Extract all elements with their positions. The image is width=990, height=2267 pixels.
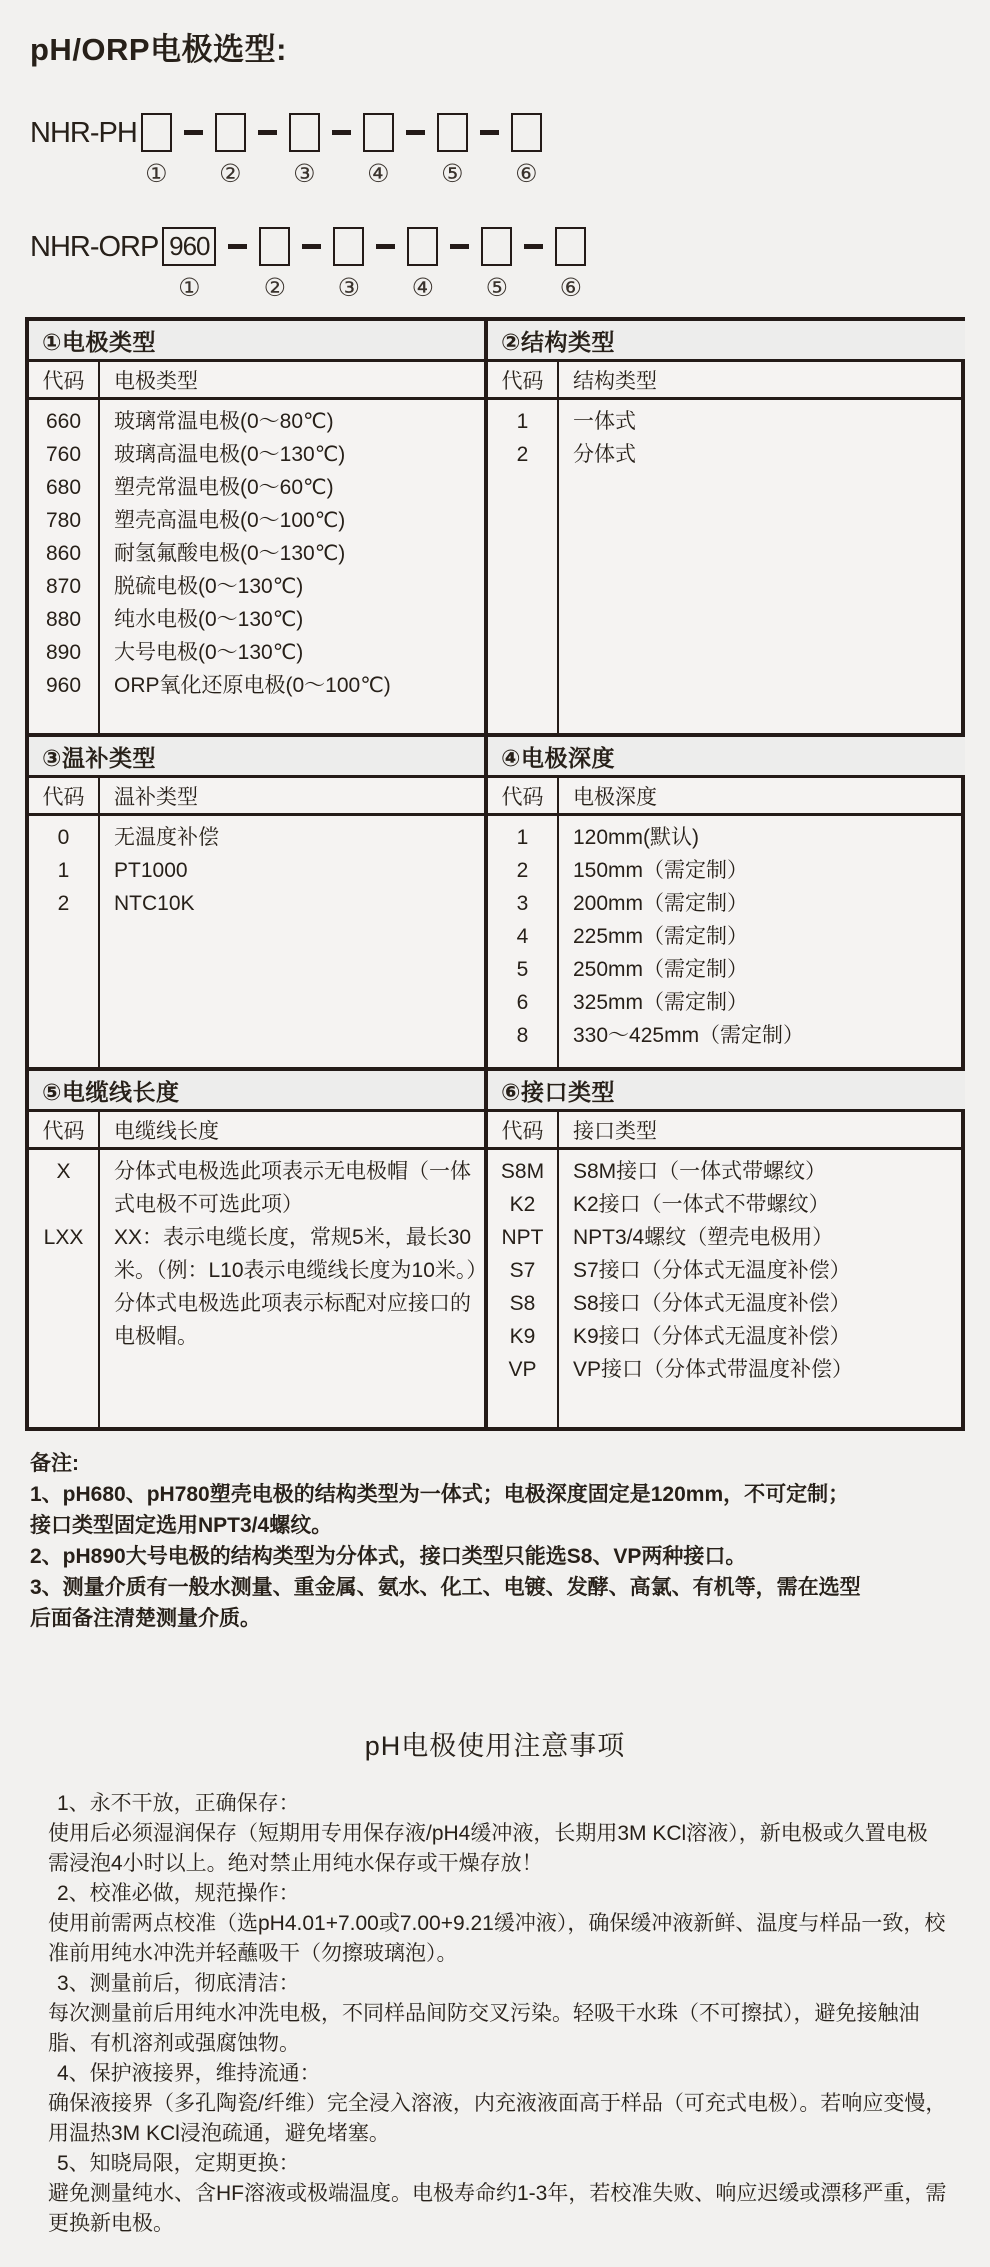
desc-cell: 脱硫电极(0～130℃) — [114, 575, 304, 598]
dash-separator — [184, 113, 203, 152]
code-position-3 — [289, 113, 320, 187]
desc-cell: 玻璃常温电极(0～80℃) — [114, 410, 334, 433]
desc-cell: 纯水电极(0～130℃) — [114, 608, 304, 631]
position-number: ⑤ — [485, 274, 509, 302]
section-title: ⑤电缆线长度 — [29, 1071, 484, 1112]
dash-separator — [480, 113, 499, 152]
code-box — [289, 113, 320, 152]
tip-body: 每次测量前后用纯水冲洗电极，不同样品间防交叉污染。轻吸干水珠（不可擦拭），避免接触油脂、有机溶剂或强腐蚀物。 — [48, 2002, 920, 2055]
code-position-2 — [259, 227, 290, 301]
desc-cell: 一体式 — [573, 410, 636, 433]
dash-separator — [450, 227, 469, 266]
desc-cell: NPT3/4螺纹（塑壳电极用） — [573, 1226, 834, 1249]
code-position-4 — [407, 227, 438, 301]
section-electrode-depth — [488, 733, 965, 1067]
desc-column-header: 接口类型 — [573, 1119, 657, 1143]
position-number: ④ — [367, 160, 390, 188]
desc-cell: 200mm（需定制） — [573, 892, 749, 915]
desc-cell: S8M接口（一体式带螺纹） — [573, 1160, 827, 1183]
position-number: ④ — [411, 274, 435, 302]
desc-cell: 大号电极(0～130℃) — [114, 641, 304, 664]
desc-cell: PT1000 — [114, 859, 188, 882]
desc-column-header: 电极深度 — [573, 785, 657, 809]
desc-cell: 分体式电极选此项表示无电极帽（一体式电极不可选此项） — [114, 1160, 471, 1216]
position-number: ③ — [337, 274, 361, 302]
code-position-6 — [511, 113, 542, 187]
desc-cell: 无温度补偿 — [114, 826, 219, 849]
section-cable-length — [29, 1067, 488, 1427]
code-box — [141, 113, 172, 152]
section-title: ④电极深度 — [488, 737, 965, 778]
remarks-block — [30, 1448, 960, 1634]
section-electrode-type — [29, 321, 488, 733]
code-box — [511, 113, 542, 152]
code-box-960: 960 — [162, 227, 216, 266]
code-position-4 — [363, 113, 394, 187]
desc-cell: S8接口（分体式无温度补偿） — [573, 1292, 851, 1315]
tip-heading: 3、测量前后，彻底清洁： — [57, 1972, 300, 1995]
remark-line: 1、pH680、pH780塑壳电极的结构类型为一体式；电极深度固定是120mm，不可定制； — [30, 1483, 850, 1506]
code-cell: 960 — [45, 674, 82, 697]
dash-separator — [524, 227, 543, 266]
code-cell: 880 — [45, 608, 82, 631]
code-box — [481, 227, 512, 266]
section-temp-compensation — [29, 733, 488, 1067]
desc-column-header: 电极类型 — [114, 369, 198, 393]
tip-heading: 5、知晓局限，定期更换： — [57, 2152, 300, 2175]
model-code-row-orp — [30, 227, 990, 301]
code-cell: K9 — [509, 1325, 536, 1348]
position-number: ① — [145, 160, 168, 188]
desc-cell: 塑壳高温电极(0～100℃) — [114, 509, 346, 532]
code-box — [215, 113, 246, 152]
desc-cell: 150mm（需定制） — [573, 859, 749, 882]
code-column-header: 代码 — [29, 362, 100, 397]
desc-column-header: 温补类型 — [114, 785, 198, 809]
code-cell: NPT — [501, 1226, 544, 1249]
code-cell: 1 — [516, 410, 529, 433]
desc-cell: S7接口（分体式无温度补偿） — [573, 1259, 851, 1282]
code-cell: K2 — [509, 1193, 536, 1216]
code-cell: S8M — [500, 1160, 545, 1183]
code-column-header: 代码 — [488, 778, 559, 813]
tip-heading: 4、保护液接界，维持流通： — [57, 2062, 321, 2085]
code-cell: 6 — [516, 991, 529, 1014]
desc-cell: NTC10K — [114, 892, 195, 915]
desc-cell: 330～425mm（需定制） — [573, 1024, 805, 1047]
model-label-ph: NHR-PH — [30, 116, 137, 149]
code-cell: 0 — [57, 826, 70, 849]
desc-cell: 塑壳常温电极(0～60℃) — [114, 476, 334, 499]
section-title: ②结构类型 — [488, 321, 965, 362]
section-structure-type — [488, 321, 965, 733]
code-position-1 — [141, 113, 172, 187]
code-cell: 8 — [516, 1024, 529, 1047]
position-number: ⑥ — [515, 160, 538, 188]
code-box — [555, 227, 586, 266]
position-number: ① — [178, 274, 201, 302]
code-cell: 2 — [57, 892, 70, 915]
section-title: ③温补类型 — [29, 737, 484, 778]
code-cell: 2 — [516, 859, 529, 882]
code-position-6 — [555, 227, 586, 301]
code-cell: 760 — [45, 443, 82, 466]
page-title: pH/ORP电极选型: — [30, 32, 287, 67]
tip-heading: 1、永不干放，正确保存： — [57, 1792, 300, 1815]
code-position-5 — [437, 113, 468, 187]
section-interface-type — [488, 1067, 965, 1427]
remark-line: 接口类型固定选用NPT3/4螺纹。 — [30, 1514, 333, 1537]
code-position-2 — [215, 113, 246, 187]
desc-cell: XX：表示电缆长度，常规5米，最长30米。（例：L10表示电缆线长度为10米。）分体式电极选此项表示标配对应接口的电极帽。 — [114, 1226, 477, 1348]
section-title: ⑥接口类型 — [488, 1071, 965, 1112]
tip-body: 使用后必须湿润保存（短期用专用保存液/pH4缓冲液，长期用3M KCl溶液），新电极或久置电极需浸泡4小时以上。绝对禁止用纯水保存或干燥存放！ — [48, 1822, 928, 1875]
code-column-header: 代码 — [488, 362, 559, 397]
position-number: ② — [219, 160, 242, 188]
code-cell: 1 — [516, 826, 529, 849]
code-cell: 890 — [45, 641, 82, 664]
tips-list — [48, 1789, 948, 2239]
desc-cell: K2接口（一体式不带螺纹） — [573, 1193, 830, 1216]
tip-body: 确保液接界（多孔陶瓷/纤维）完全浸入溶液，内充液液面高于样品（可充式电极）。若响应变慢，用温热3M KCl浸泡疏通，避免堵塞。 — [48, 2092, 947, 2145]
desc-cell: 120mm(默认) — [573, 826, 700, 849]
code-cell: 660 — [45, 410, 82, 433]
code-cell: LXX — [43, 1226, 84, 1249]
code-cell: 3 — [516, 892, 529, 915]
position-number: ⑥ — [559, 274, 583, 302]
code-box — [259, 227, 290, 266]
code-cell: 860 — [45, 542, 82, 565]
code-position-5 — [481, 227, 512, 301]
dash-separator — [332, 113, 351, 152]
model-label-orp: NHR-ORP — [30, 230, 159, 263]
code-cell: 4 — [516, 925, 529, 948]
position-number: ③ — [293, 160, 316, 188]
desc-cell: 225mm（需定制） — [573, 925, 749, 948]
tip-heading: 2、校准必做，规范操作： — [57, 1882, 300, 1905]
desc-cell: 325mm（需定制） — [573, 991, 749, 1014]
code-cell: 5 — [516, 958, 529, 981]
tip-body: 避免测量纯水、含HF溶液或极端温度。电极寿命约1-3年，若校准失败、响应迟缓或漂移严重，需更换新电极。 — [48, 2182, 947, 2235]
position-number: ② — [263, 274, 287, 302]
desc-cell: ORP氧化还原电极(0～100℃) — [114, 674, 391, 697]
model-code-row-ph — [30, 113, 990, 187]
desc-cell: K9接口（分体式无温度补偿） — [573, 1325, 851, 1348]
desc-column-header: 结构类型 — [573, 369, 657, 393]
desc-cell: 耐氢氟酸电极(0～130℃) — [114, 542, 346, 565]
dash-separator — [228, 227, 247, 266]
desc-cell: 250mm（需定制） — [573, 958, 749, 981]
tip-body: 使用前需两点校准（选pH4.01+7.00或7.00+9.21缓冲液），确保缓冲液新鲜、温度与样品一致，校准前用纯水冲洗并轻蘸吸干（勿擦玻璃泡）。 — [48, 1912, 946, 1965]
code-cell: 1 — [57, 859, 70, 882]
remark-line: 后面备注清楚测量介质。 — [30, 1607, 261, 1630]
desc-column-header: 电缆线长度 — [114, 1119, 219, 1143]
code-cell: X — [56, 1160, 71, 1183]
code-box — [407, 227, 438, 266]
code-cell: 680 — [45, 476, 82, 499]
code-cell: S7 — [509, 1259, 536, 1282]
remarks-title: 备注: — [30, 1452, 79, 1475]
code-cell: 780 — [45, 509, 82, 532]
dash-separator — [258, 113, 277, 152]
dash-separator — [302, 227, 321, 266]
code-box — [333, 227, 364, 266]
desc-cell: 玻璃高温电极(0～130℃) — [114, 443, 346, 466]
tips-title: pH电极使用注意事项 — [364, 1731, 626, 1761]
selection-table — [25, 317, 965, 1431]
section-title: ①电极类型 — [29, 321, 484, 362]
code-position-3 — [333, 227, 364, 301]
dash-separator — [406, 113, 425, 152]
code-cell: S8 — [509, 1292, 536, 1315]
remark-line: 3、测量介质有一般水测量、重金属、氨水、化工、电镀、发酵、高氯、有机等，需在选型 — [30, 1576, 861, 1599]
code-cell: VP — [508, 1358, 537, 1381]
desc-cell: VP接口（分体式带温度补偿） — [573, 1358, 854, 1381]
code-box — [363, 113, 394, 152]
remark-line: 2、pH890大号电极的结构类型为分体式，接口类型只能选S8、VP两种接口。 — [30, 1545, 747, 1568]
code-cell: 2 — [516, 443, 529, 466]
code-column-header: 代码 — [29, 1112, 100, 1147]
position-number: ⑤ — [441, 160, 464, 188]
dash-separator — [376, 227, 395, 266]
code-box — [437, 113, 468, 152]
code-column-header: 代码 — [29, 778, 100, 813]
code-position-1 — [162, 227, 216, 301]
code-column-header: 代码 — [488, 1112, 559, 1147]
code-cell: 870 — [45, 575, 82, 598]
desc-cell: 分体式 — [573, 443, 636, 466]
